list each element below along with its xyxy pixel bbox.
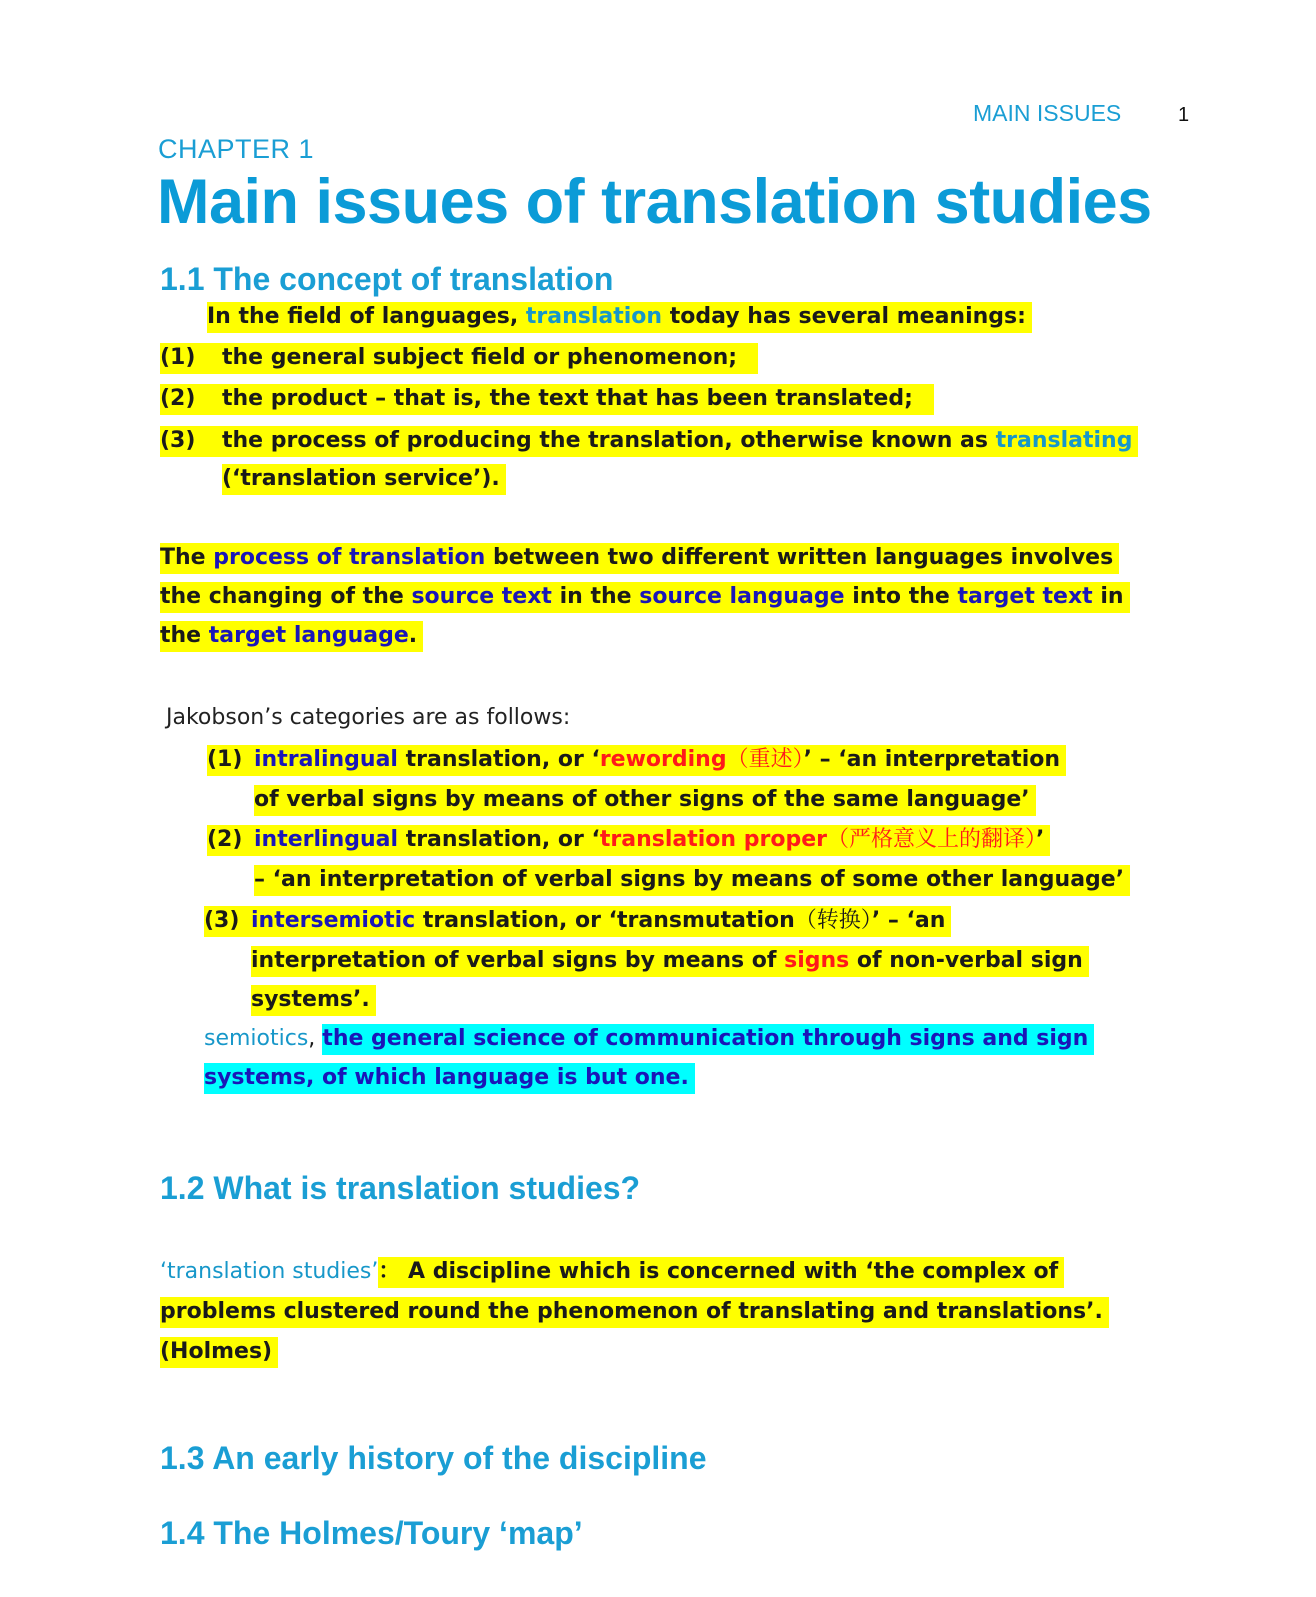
- term-translation: translation: [525, 304, 663, 329]
- process-para-line-3: the target language.: [160, 621, 423, 651]
- ts-def-line-1: ‘translation studies’： A discipline which is concerned with ‘the complex of: [160, 1257, 1064, 1287]
- term-interlingual: interlingual: [254, 827, 399, 852]
- meaning-item-3: (3) the process of producing the translation, otherwise known as translating: [160, 426, 1138, 456]
- section-heading-1-3: 1.3 An early history of the discipline: [160, 1440, 707, 1476]
- term-intersemiotic: intersemiotic: [251, 908, 416, 933]
- process-para-line-1: The process of translation between two different written languages involves: [160, 543, 1119, 573]
- term-source-language: source language: [639, 584, 845, 609]
- meaning-item-2: (2) the product – that is, the text that has been translated;: [160, 384, 934, 414]
- section-heading-1-4: 1.4 The Holmes/Toury ‘map’: [160, 1515, 583, 1551]
- section-heading-1-1: 1.1 The concept of translation: [160, 261, 614, 297]
- jakobson-cat-3-cont: interpretation of verbal signs by means of signs of non-verbal sign: [251, 946, 1089, 976]
- section-heading-1-2: 1.2 What is translation studies?: [160, 1170, 641, 1206]
- intro-line: In the field of languages, translation today has several meanings:: [207, 302, 1032, 332]
- jakobson-cat-2: (2) interlingual translation, or ‘translation proper（严格意义上的翻译）’: [207, 825, 1050, 855]
- term-source-text: source text: [411, 584, 552, 609]
- jakobson-cat-1: (1) intralingual translation, or ‘rewording（重述）’ – ‘an interpretation: [207, 745, 1066, 775]
- term-translating: translating: [995, 428, 1133, 453]
- term-intralingual: intralingual: [254, 747, 398, 772]
- running-head: MAIN ISSUES: [973, 100, 1122, 126]
- jakobson-cat-1-cont: of verbal signs by means of other signs of the same language’: [254, 785, 1036, 815]
- jakobson-cat-3-cont-2: systems’.: [251, 985, 376, 1015]
- term-semiotics: semiotics: [204, 1026, 309, 1051]
- jakobson-cat-2-cont: – ‘an interpretation of verbal signs by means of some other language’: [254, 865, 1130, 895]
- jakobson-cat-3: (3) intersemiotic translation, or ‘transmutation（转换）’ – ‘an: [204, 906, 951, 936]
- term-target-language: target language: [208, 623, 409, 648]
- term-target-text: target text: [957, 584, 1093, 609]
- jakobson-intro: Jakobson’s categories are as follows:: [166, 705, 571, 730]
- term-translation-studies: ‘translation studies’: [160, 1259, 379, 1284]
- semiotics-line-2: systems, of which language is but one.: [204, 1063, 695, 1093]
- meaning-item-3-cont: (‘translation service’).: [222, 464, 506, 494]
- chapter-label: CHAPTER 1: [158, 134, 315, 164]
- process-para-line-2: the changing of the source text in the source language into the target text in: [160, 582, 1130, 612]
- term-process-of-translation: process of translation: [213, 545, 486, 570]
- semiotics-line-1: semiotics, the general science of communication through signs and sign: [204, 1024, 1094, 1054]
- page-number: 1: [1178, 104, 1190, 126]
- meaning-item-1: (1) the general subject field or phenomenon;: [160, 343, 758, 373]
- chapter-title: Main issues of translation studies: [157, 167, 1152, 237]
- ts-def-line-2: problems clustered round the phenomenon of translating and translations’.: [160, 1297, 1109, 1327]
- ts-def-line-3: (Holmes): [160, 1337, 278, 1367]
